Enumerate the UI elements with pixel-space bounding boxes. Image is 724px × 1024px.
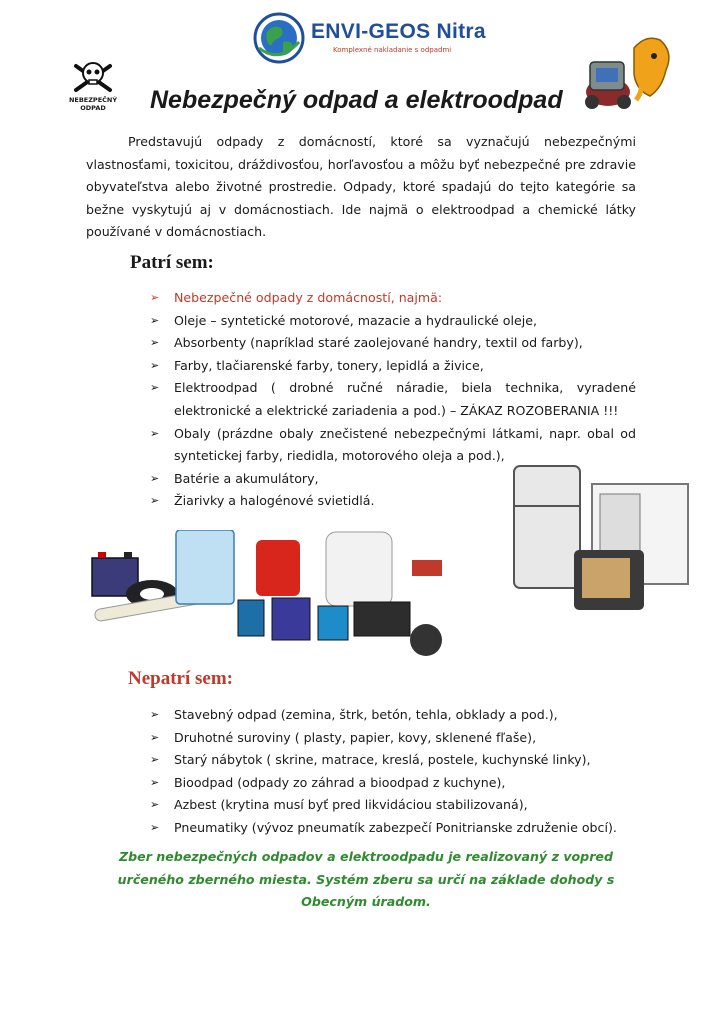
logo-tagline: Komplexné nakladanie s odpadmi <box>333 46 452 54</box>
arrow-bullet-icon: ➢ <box>150 775 160 789</box>
list-item: ➢ Bioodpad (odpady zo záhrad a bioodpad z kuchyne), <box>150 772 636 795</box>
list-item: ➢ Pneumatiky (vývoz pneumatík zabezpečí Ponitrianske združenie obcí). <box>150 817 636 840</box>
nepatri-heading: Nepatrí sem: <box>128 668 233 689</box>
list-item: ➢ Žiarivky a halogénové svietidlá. <box>150 490 636 513</box>
waste-illustration-items <box>86 530 446 680</box>
hazard-label: NEBEZPEČNÝ ODPAD <box>68 96 118 112</box>
arrow-bullet-icon: ➢ <box>150 494 160 508</box>
list-item: ➢ Druhotné suroviny ( plasty, papier, kovy, sklenené fľaše), <box>150 727 636 750</box>
collection-note: Zber nebezpečných odpadov a elektroodpadu je realizovaný z vopred určeného zberného miesta. Systém zberu sa určí na základe dohody s Obecným úradom. <box>117 849 615 910</box>
list-item: ➢ Oleje – syntetické motorové, mazacie a hydraulické oleje, <box>150 310 636 333</box>
skull-crossbones-icon <box>62 58 124 96</box>
logo-name: ENVI-GEOS Nitra <box>311 20 486 43</box>
arrow-bullet-icon: ➢ <box>150 381 160 395</box>
page-title: Nebezpečný odpad a elektroodpad <box>150 86 563 114</box>
list-item: ➢ Azbest (krytina musí byť pred likvidáciou stabilizovaná), <box>150 794 636 817</box>
hazard-symbol <box>62 58 124 120</box>
arrow-bullet-icon: ➢ <box>150 358 160 372</box>
arrow-bullet-icon: ➢ <box>150 291 160 304</box>
list-item: ➢ Nebezpečné odpady z domácností, najmä: <box>150 287 636 310</box>
arrow-bullet-icon: ➢ <box>150 730 160 744</box>
list-item: ➢ Elektroodpad ( drobné ručné náradie, biela technika, vyradené elektronické a elektrické zariadenia a pod.) – ZÁKAZ ROZOBERANIA !!! <box>150 377 636 422</box>
list-item: ➢ Obaly (prázdne obaly znečistené nebezpečnými látkami, napr. obal od syntetickej farby, riedidla, motorového oleja a pod.), <box>150 423 636 468</box>
list-item: ➢ Absorbenty (napríklad staré zaolejované handry, textil od farby), <box>150 332 636 355</box>
nepatri-list <box>150 704 636 840</box>
intro-paragraph: Predstavujú odpady z domácností, ktoré sa vyznačujú nebezpečnými vlastnosťami, toxicitou, dráždivosťou, horľavosťou a môžu byť nebezpečné pre zdravie obyvateľstva alebo životné prostredie. Odpady, ktoré spadajú do tejto kategórie sa bežne vyskytujú aj v domácnostiach. Ide najmä o elektroodpad a chemické látky používané v domácnostiach. <box>86 134 636 240</box>
arrow-bullet-icon: ➢ <box>150 798 160 812</box>
list-item: ➢ Batérie a akumulátory, <box>150 468 636 491</box>
patri-heading: Patrí sem: <box>130 252 214 273</box>
arrow-bullet-icon: ➢ <box>150 820 160 834</box>
arrow-bullet-icon: ➢ <box>150 708 160 721</box>
arrow-bullet-icon: ➢ <box>150 426 160 440</box>
list-item: ➢ Stavebný odpad (zemina, štrk, betón, tehla, obklady a pod.), <box>150 704 636 727</box>
arrow-bullet-icon: ➢ <box>150 471 160 485</box>
arrow-bullet-icon: ➢ <box>150 313 160 327</box>
globe-logo-icon <box>253 12 305 64</box>
mascot-recycling-icon <box>574 30 678 116</box>
list-item: ➢ Farby, tlačiarenské farby, tonery, lepidlá a živice, <box>150 355 636 378</box>
arrow-bullet-icon: ➢ <box>150 753 160 767</box>
company-logo <box>253 12 493 68</box>
arrow-bullet-icon: ➢ <box>150 336 160 350</box>
list-item: ➢ Starý nábytok ( skrine, matrace, kreslá, postele, kuchynské linky), <box>150 749 636 772</box>
